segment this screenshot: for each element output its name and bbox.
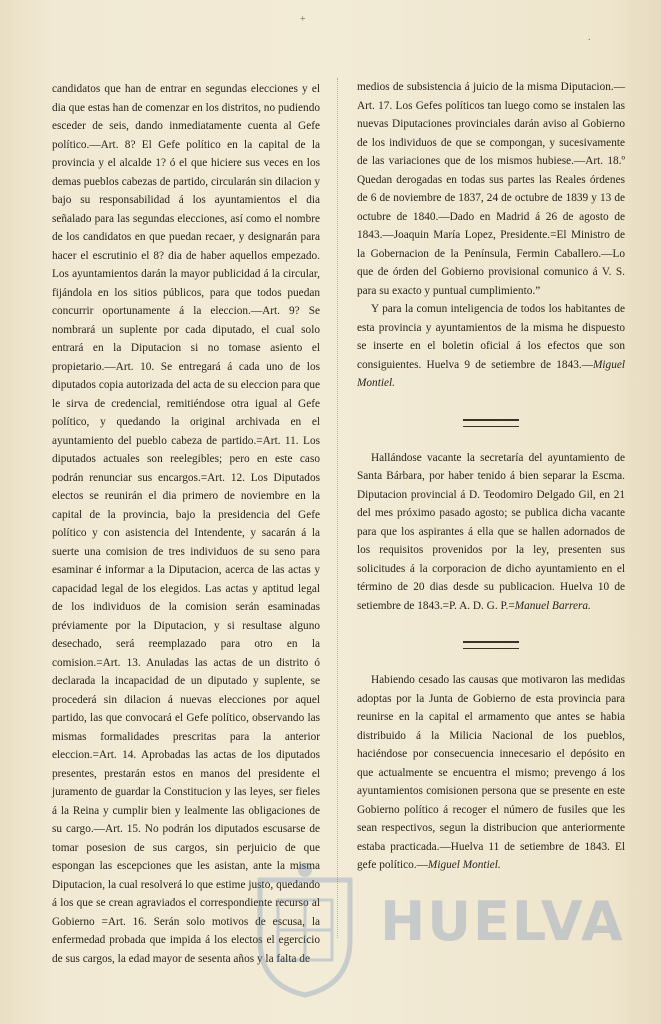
armament-notice-text: Habiendo cesado las causas que motivaron las medidas adoptas por la Junta de Gobierno de esta provincia para reunirse en la capital el armamento que antes se habia distribuido á la Milicia Nacional de los pueblos, haciéndose por consecuencia innecesario el depósito en que actualmente se encuentra el mismo; prevengo á los ayuntamientos comisionen persona que se presente en este Gobierno político á recoger el número de fusiles que les sean respectivos, segun la distribucion que anteriormente estaba practicada.—Huelva 11 de setiembre de 1843. El gefe político.— <box>357 674 625 871</box>
vacancy-notice <box>357 449 625 616</box>
watermark-text: HUELVA <box>380 890 625 953</box>
registration-mark: + <box>300 14 306 25</box>
armament-notice <box>357 671 625 875</box>
left-column-text: candidatos que han de entrar en segundas elecciones y el dia que estas han de comenzar en los distritos, no pudiendo esceder de seis, dando inmediatamente cuenta al Gefe político.—Art. 8? El Gefe político en la capital de la provincia y el alcalde 1? ó el que hiciere sus veces en los demas pueblos cabezas de partido, circularán sin dilacion y bajo su responsabilidad á los ayuntamientos el dia señalado para las segundas elecciones, así como el nombre de los candidatos en que puedan recaer, y designarán para hacer el escrutinio el 8? dia de haber aquellos empezado. Los ayuntamientos darán la mayor publicidad á la circular, fijándola en los sitios públicos, para que todos puedan concurrir oportunamente á la eleccion.—Art. 9? Se nombrará un suplente por cada diputado, el cual solo entrará en la Diputacion si no tomase asiento el propietario.—Art. 10. Se entregará á cada uno de los diputados copia autorizada del acta de su eleccion para que le sirva de credencial, remitiéndose otra igual al Gefe político, y quedando la original archivada en el ayuntamiento del pueblo cabeza de partido.=Art. 11. Los diputados actuales son reelegibles; pero en este caso podrán renunciar sus encargos.=Art. 12. Los Diputados electos se reunirán el dia primero de noviembre en la capital de la provincia, bajo la presidencia del Gefe político y con asistencia del Intendente, y sacarán á la suerte una comision de tres individuos de su seno para esaminar é informar a la Diputacion, acerca de las actas y capacidad legal de los elegidos. Las actas y aptitud legal de los individuos de la comision serán esaminadas préviamente por la Diputacion, y si resultase alguno desechado, será reemplazado para otro en la comision.=Art. 13. Anuladas las actas de un distrito ó declarada la incapacidad de un diputado y suplente, se procederá sin dilacion á nuevas elecciones por aquel partido, las que convocará el Gefe político, observando las mismas formalidades prescritas para la anterior eleccion.=Art. 14. Aprobadas las actas de los diputados presentes, prestarán estos en manos del presidente el juramento de guardar la Constitucion y las leyes, ser fieles á la Reina y cumplir bien y lealmente las obligaciones de su cargo.—Art. 15. No podrán los diputados escusarse de tomar posesion de sus cargos, sin perjuicio de que espongan las escepciones que les asistan, ante la misma Diputacion, la cual resolverá lo que estime justo, quedando á los que se crean agraviados el correspondiente recurso al Gobierno =Art. 16. Serán solo motivos de escusa, la enfermedad probada que impida á los electos el egercicio de sus cargos, la edad mayor de sesenta años y la falta de <box>52 83 320 965</box>
coat-of-arms-icon <box>250 860 360 1000</box>
section-separator <box>463 419 519 427</box>
publication-notice <box>357 300 625 393</box>
signature-montiel-1: Miguel Montiel. <box>357 358 625 389</box>
archive-watermark <box>250 860 650 1010</box>
right-column <box>357 78 625 875</box>
left-column <box>52 80 320 968</box>
decree-continuation: medios de subsistencia á juicio de la misma Diputacion.—Art. 17. Los Gefes políticos tan luego como se instalen las nuevas Diputaciones provinciales darán aviso al Gobierno de los individuos de que se compongan, y sucesivamente de las variaciones que de los mismos hubiese.—Art. 18.º Quedan derogadas en todas sus partes las Reales órdenes de 6 de noviembre de 1837, 24 de octubre de 1839 y 13 de octubre de 1840.—Dado en Madrid á 26 de agosto de 1843.—Joaquin María Lopez, Presidente.=El Ministro de la Gobernacion de la Península, Fermin Caballero.—Lo que de órden del Gobierno provisional comunico á V. S. para su exacto y puntual cumplimiento.” <box>357 81 625 297</box>
registration-dot: . <box>588 32 591 43</box>
publication-notice-text: Y para la comun inteligencia de todos los habitantes de esta provincia y ayuntamientos de la misma he dispuesto se inserte en el boletin oficial á los efectos que son consiguientes. Huelva 9 de setiembre de 1843.— <box>357 303 625 371</box>
vacancy-notice-text: Hallándose vacante la secretaría del ayuntamiento de Santa Bárbara, por haber tenido á bien separar la Escma. Diputacion provincial á D. Teodomiro Delgado Gil, en 21 del mes próximo pasado agosto; se publica dicha vacante para que los aspirantes á ella que se hallen adornados de los requisitos provenidos por la ley, presenten sus solicitudes á la corporacion de dicho ayuntamiento en el término de 20 dias desde su publicacion. Huelva 10 de setiembre de 1843.=P. A. D. G. P.= <box>357 451 625 612</box>
column-divider <box>337 78 338 938</box>
signature-montiel-2: Miguel Montiel. <box>427 859 501 871</box>
signature-barrera: Manuel Barrera. <box>514 599 591 612</box>
section-separator <box>463 641 519 649</box>
